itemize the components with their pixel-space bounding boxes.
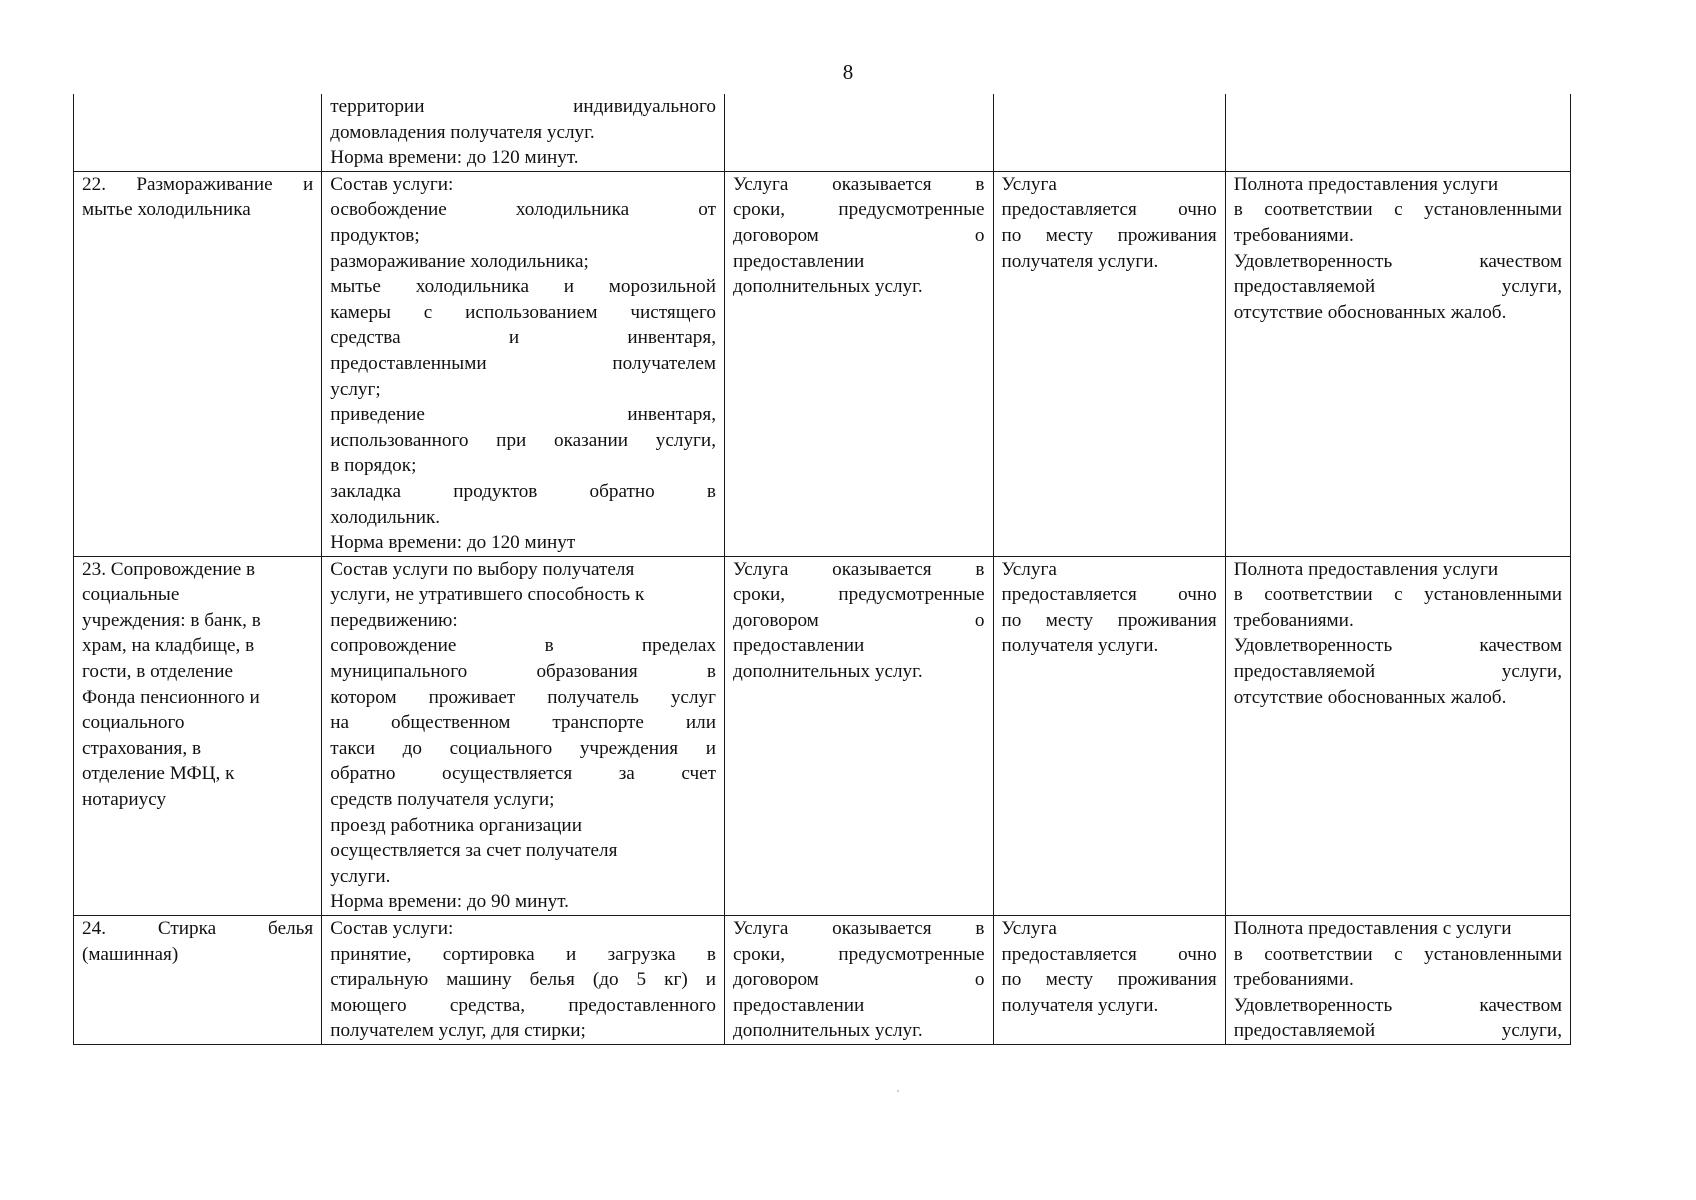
text-line: в порядок; [330, 455, 417, 477]
text-line: Услуга [1001, 558, 1057, 580]
text-line: Состав услуги: [330, 173, 454, 195]
text-line: требованиями. [1233, 224, 1354, 246]
text-line: по месту проживания [1001, 969, 1217, 991]
text-line: использованного при оказании услуги, [330, 429, 716, 451]
text-line: муниципального образования в [330, 661, 716, 683]
text-line: Услуга [1001, 918, 1057, 939]
text-line: страхования, в [82, 737, 202, 759]
text-line: передвижению: [330, 609, 458, 631]
service-content-cell [322, 556, 725, 915]
text-line: услуг; [330, 378, 381, 400]
text-line: дополнительных услуг. [733, 276, 923, 298]
text-line: в соответствии с установленными [1233, 584, 1562, 606]
text-line: в соответствии с установленными [1233, 943, 1562, 965]
text-line: отсутствие обоснованных жалоб. [1233, 686, 1507, 708]
service-quality-cell [1225, 916, 1570, 1045]
text-line: котором проживает получатель услуг [330, 686, 716, 708]
text-line: Фонда пенсионного и [82, 686, 260, 708]
service-quality-cell [1225, 556, 1570, 915]
service-term-cell [725, 556, 994, 915]
text-line: мытье холодильника [82, 199, 251, 221]
services-table-body [74, 94, 1571, 1044]
text-line: предоставляется очно [1001, 584, 1217, 606]
text-line: предоставленными получателем [330, 352, 716, 374]
service-term-cell [725, 171, 994, 556]
table-row [74, 556, 1571, 915]
text-line: храм, на кладбище, в [82, 635, 255, 657]
text-line: социальные [82, 584, 180, 606]
text-line: осуществляется за счет получателя [330, 840, 618, 862]
text-line: на общественном транспорте или [330, 712, 716, 734]
text-line: услуги, не утратившего способность к [330, 584, 645, 606]
text-line: камеры с использованием чистящего [330, 301, 716, 323]
service-conditions-cell [993, 916, 1225, 1045]
service-conditions-cell [993, 556, 1225, 915]
service-content-cell [322, 916, 725, 1045]
services-table [73, 94, 1571, 1045]
text-line: Удовлетворенность качеством [1233, 994, 1562, 1016]
text-line: сопровождение в пределах [330, 635, 716, 657]
text-line: получателя услуги. [1001, 635, 1159, 657]
text-line: услуги. [330, 865, 391, 887]
text-line: отделение МФЦ, к [82, 763, 235, 785]
text-line: сроки, предусмотренные [733, 584, 985, 606]
text-line: в соответствии с установленными [1233, 199, 1562, 221]
text-line: Услуга оказывается в [733, 173, 985, 195]
text-line: принятие, сортировка и загрузка в [330, 943, 716, 965]
text-line: территории индивидуального [330, 96, 716, 117]
text-line: договором о [733, 609, 985, 631]
text-line: стиральную машину белья (до 5 кг) и [330, 969, 716, 991]
text-line: домовладения получателя услуг. [330, 121, 595, 143]
text-line: получателем услуг, для стирки; [330, 1020, 586, 1042]
text-line: продуктов; [330, 224, 420, 246]
text-line: дополнительных услуг. [733, 661, 923, 683]
service-name-cell [74, 171, 322, 556]
service-conditions-cell [993, 94, 1225, 171]
text-line: предоставляется очно [1001, 943, 1217, 965]
text-line: сроки, предусмотренные [733, 943, 985, 965]
text-line: Услуга оказывается в [733, 558, 985, 580]
text-line: размораживание холодильника; [330, 250, 589, 272]
text-line: по месту проживания [1001, 224, 1217, 246]
text-line: предоставлении [733, 250, 865, 272]
text-line: предоставляемой услуги, [1233, 661, 1562, 683]
text-line: Норма времени: до 120 минут. [330, 147, 579, 169]
service-quality-cell [1225, 94, 1570, 171]
text-line: закладка продуктов обратно в [330, 480, 716, 502]
text-line: мытье холодильника и морозильной [330, 276, 716, 298]
table-row [74, 916, 1571, 1045]
text-line: Норма времени: до 90 минут. [330, 891, 569, 913]
text-line: освобождение холодильника от [330, 199, 716, 221]
table-row [74, 171, 1571, 556]
text-line: получателя услуги. [1001, 250, 1159, 272]
text-line: предоставляемой услуги, [1233, 1020, 1562, 1042]
text-line: Полнота предоставления услуги [1233, 173, 1499, 195]
text-line: предоставлении [733, 635, 865, 657]
text-line: проезд работника организации [330, 814, 582, 836]
text-line: Норма времени: до 120 минут [330, 532, 576, 554]
text-line: Услуга оказывается в [733, 918, 985, 939]
service-content-cell [322, 94, 725, 171]
text-line: холодильник. [330, 506, 441, 528]
text-line: приведение инвентаря, [330, 404, 716, 426]
text-line: 22. Размораживание и [82, 173, 314, 195]
text-line: сроки, предусмотренные [733, 199, 985, 221]
text-line: предоставляется очно [1001, 199, 1217, 221]
text-line: предоставляемой услуги, [1233, 276, 1562, 298]
service-term-cell [725, 916, 994, 1045]
text-line: Удовлетворенность качеством [1233, 635, 1562, 657]
text-line: учреждения: в банк, в [82, 609, 261, 631]
text-line: средств получателя услуги; [330, 789, 555, 811]
text-line: предоставлении [733, 994, 865, 1016]
text-line: договором о [733, 969, 985, 991]
service-name-cell [74, 916, 322, 1045]
service-quality-cell [1225, 171, 1570, 556]
service-name-cell [74, 94, 322, 171]
text-line: отсутствие обоснованных жалоб. [1233, 301, 1507, 323]
service-content-cell [322, 171, 725, 556]
text-line: 23. Сопровождение в [82, 558, 256, 580]
text-line: Полнота предоставления услуги [1233, 558, 1499, 580]
service-term-cell [725, 94, 994, 171]
text-line: Состав услуги: [330, 918, 454, 939]
text-line: Состав услуги по выбору получателя [330, 558, 635, 580]
text-line: Удовлетворенность качеством [1233, 250, 1562, 272]
text-line: такси до социального учреждения и [330, 737, 716, 759]
text-line: договором о [733, 224, 985, 246]
service-name-cell [74, 556, 322, 915]
text-line: требованиями. [1233, 969, 1354, 991]
text-line: (машинная) [82, 943, 179, 965]
text-line: дополнительных услуг. [733, 1020, 923, 1042]
page-number: 8 [842, 60, 854, 84]
text-line: социального [82, 712, 185, 734]
text-line: гости, в отделение [82, 661, 233, 683]
text-line: обратно осуществляется за счет [330, 763, 716, 785]
text-line: Услуга [1001, 173, 1057, 195]
service-conditions-cell [993, 171, 1225, 556]
text-line: 24. Стирка белья [82, 918, 314, 939]
text-line: получателя услуги. [1001, 994, 1159, 1016]
text-line: моющего средства, предоставленного [330, 994, 716, 1016]
text-line: Полнота предоставления с услуги [1233, 918, 1512, 939]
scan-speck [897, 1090, 899, 1092]
table-row [74, 94, 1571, 171]
text-line: по месту проживания [1001, 609, 1217, 631]
text-line: средства и инвентаря, [330, 327, 716, 349]
text-line: требованиями. [1233, 609, 1354, 631]
text-line: нотариусу [82, 789, 167, 811]
